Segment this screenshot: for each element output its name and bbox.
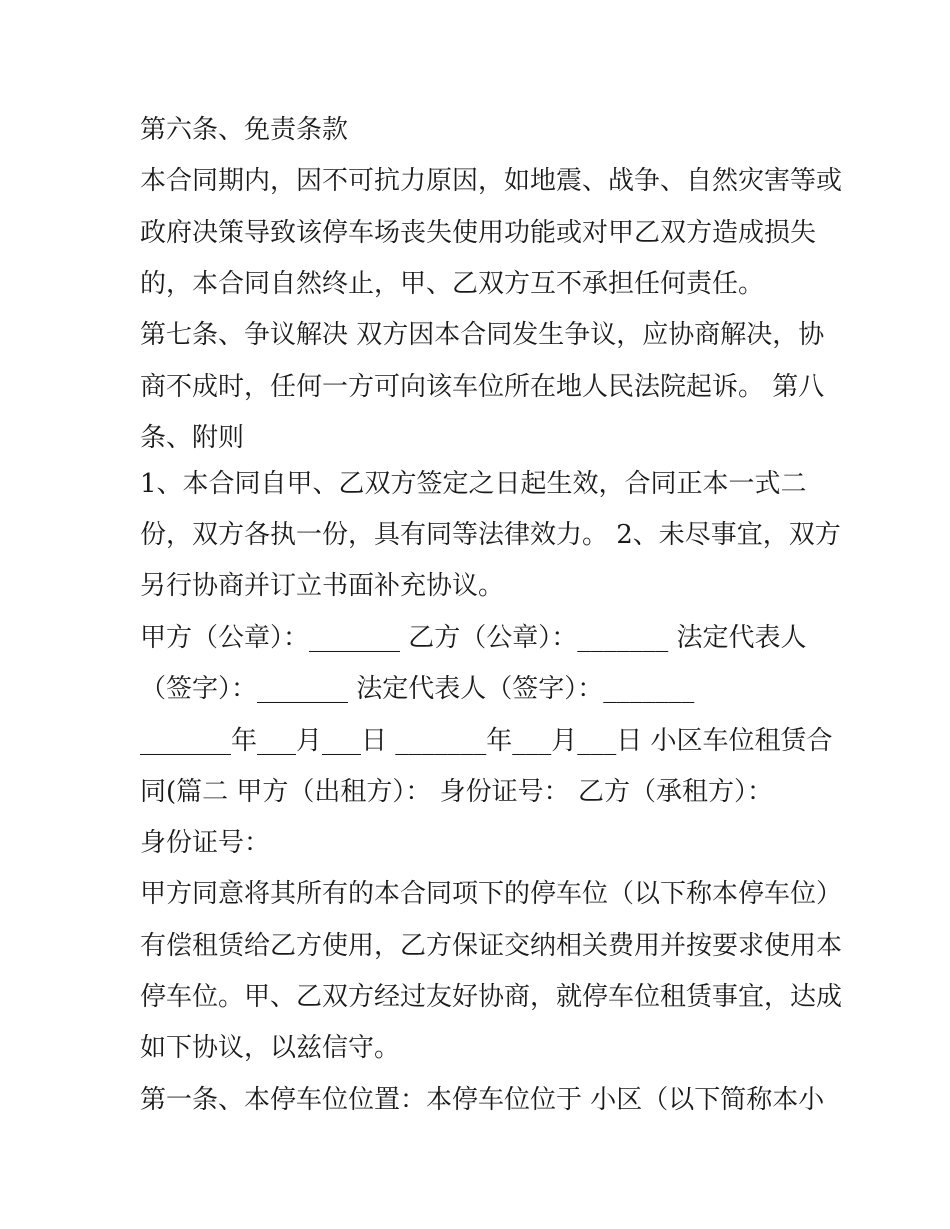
section-heading-1: 第一条、本停车位位置：本停车位位于 小区（以下简称本小: [140, 1085, 825, 1115]
date-line: _______年___月___日 _______年___月___日 小区车位租赁合: [140, 726, 833, 756]
text-line: 有偿租赁给乙方使用，乙方保证交纳相关费用并按要求使用本: [140, 931, 843, 961]
signature-line: （签字）：_______ 法定代表人（签字）：_______: [140, 674, 695, 704]
text-line: 停车位。甲、乙双方经过友好协商，就停车位租赁事宜，达成: [140, 982, 843, 1012]
text-line: 条、附则: [140, 423, 245, 453]
text-line: 政府决策导致该停车场丧失使用功能或对甲乙双方造成损失: [140, 218, 817, 248]
signature-line: 甲方（公章）：_______ 乙方（公章）：_______ 法定代表人: [140, 623, 807, 653]
text-line: 的，本合同自然终止，甲、乙双方互不承担任何责任。: [140, 269, 765, 299]
section-heading-7: 第七条、争议解决 双方因本合同发生争议，应协商解决，协: [140, 320, 825, 350]
text-line: 本合同期内，因不可抗力原因，如地震、战争、自然灾害等或: [140, 166, 843, 196]
text-line: 甲方同意将其所有的本合同项下的停车位（以下称本停车位）: [140, 879, 843, 909]
section-heading-6: 第六条、免责条款: [140, 115, 349, 145]
text-line: 如下协议，以兹信守。: [140, 1033, 401, 1063]
text-line: 身份证号：: [140, 828, 271, 858]
text-line: 1、本合同自甲、乙双方签定之日起生效，合同正本一式二: [140, 469, 807, 499]
parties-line: 同(篇二 甲方（出租方）： 身份证号： 乙方（承租方）：: [140, 777, 773, 807]
text-line: 另行协商并订立书面补充协议。: [140, 571, 505, 601]
text-line: 商不成时，任何一方可向该车位所在地人民法院起诉。 第八: [140, 372, 825, 402]
text-line: 份，双方各执一份，具有同等法律效力。 2、未尽事宜，双方: [140, 520, 841, 550]
